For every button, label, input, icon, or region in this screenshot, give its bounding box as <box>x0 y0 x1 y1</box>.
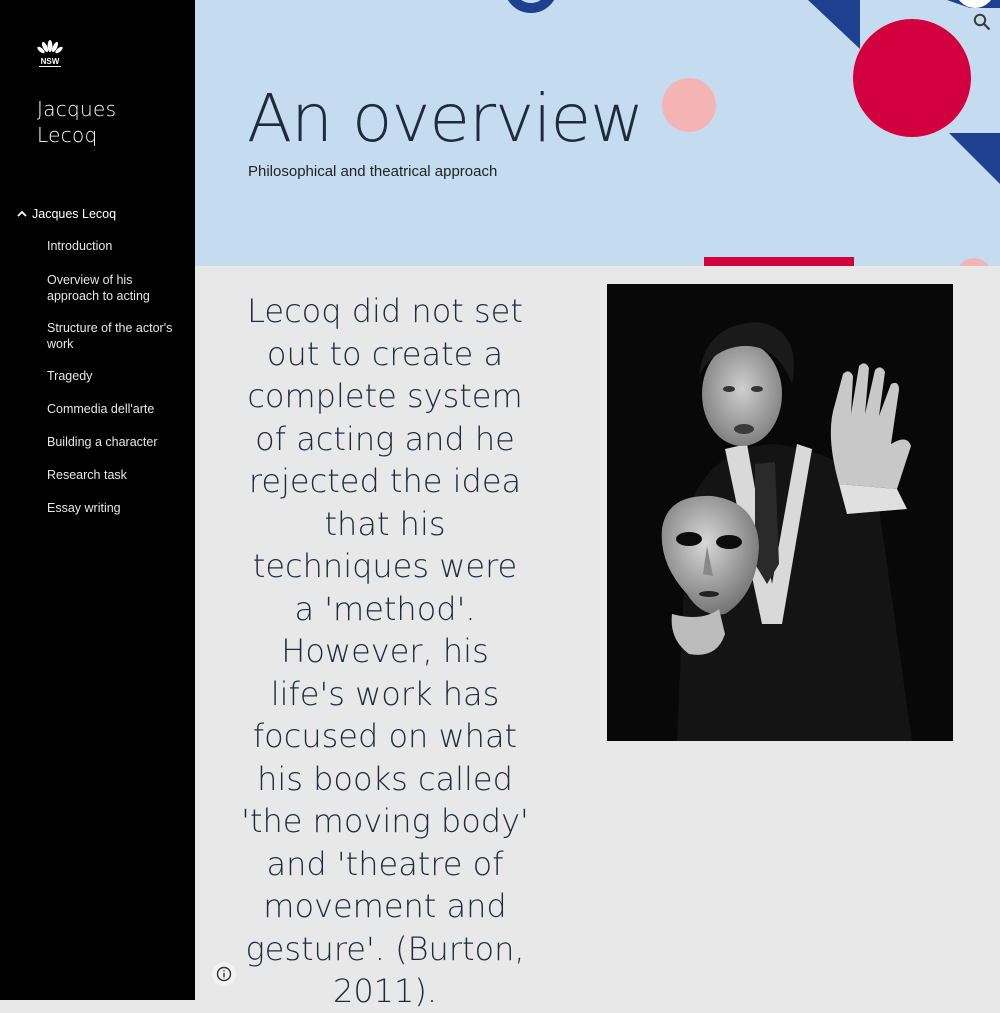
info-icon[interactable] <box>212 962 236 986</box>
site-title[interactable]: Jacques Lecoq <box>37 97 117 147</box>
sidebar <box>0 0 195 1000</box>
page-subtitle: Philosophical and theatrical approach <box>248 163 498 180</box>
lecoq-photo-illustration <box>607 284 953 741</box>
page-title: An overview <box>247 80 644 157</box>
nav-item-commedia[interactable]: Commedia dell'arte <box>47 402 155 416</box>
nav-parent-jacques-lecoq[interactable] <box>0 203 195 225</box>
nsw-logo[interactable] <box>34 37 66 69</box>
sidebar-nav <box>0 203 195 515</box>
info-button[interactable] <box>212 962 236 986</box>
search-icon[interactable] <box>972 12 992 32</box>
nav-item-structure[interactable]: Structure of the actor's work <box>47 321 173 351</box>
header-banner <box>195 0 1000 266</box>
nav-item-overview[interactable]: Overview of his approach to acting <box>47 273 150 303</box>
nav-item-research-task[interactable]: Research task <box>47 468 127 482</box>
nav-item-building-character[interactable]: Building a character <box>47 435 158 449</box>
nav-item-introduction[interactable]: Introduction <box>47 239 113 253</box>
nav-item-essay-writing[interactable]: Essay writing <box>47 501 121 515</box>
logo-text: NSW <box>40 57 60 66</box>
chevron-up-icon[interactable] <box>16 208 28 220</box>
lecoq-photo[interactable] <box>607 284 953 741</box>
nav-item-tragedy[interactable]: Tragedy <box>47 369 93 383</box>
main-paragraph: Lecoq did not set out to create a complete system of acting and he rejected the idea that his techniques were a 'method'. However, his life's work has focused on what his books called 'the moving body' and 'theatre of movement and gesture'. (Burton, 2011). <box>241 292 529 1010</box>
nav-parent-label: Jacques Lecoq <box>32 207 117 221</box>
